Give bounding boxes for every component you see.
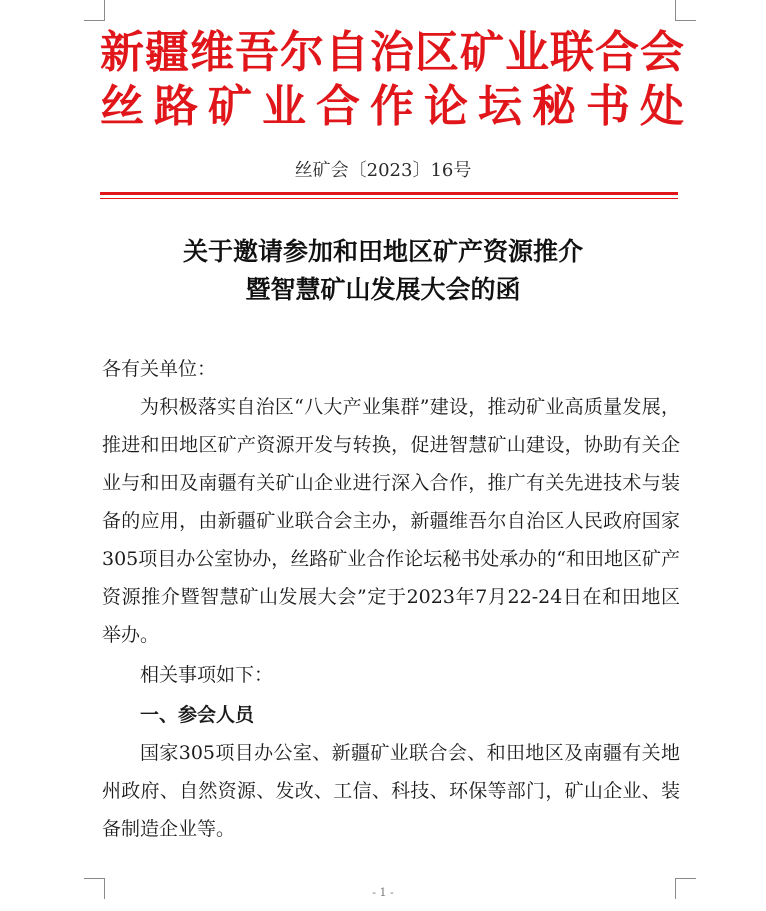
body-paragraph-2: 相关事项如下： [140,664,274,686]
red-rule-thin [100,198,678,199]
issuing-org-line-2: 丝路矿业合作论坛秘书处 [100,81,685,132]
red-rule-thick [100,192,678,195]
section-heading-1: 一、参会人员 [140,704,255,726]
document-title-line-1: 关于邀请参加和田地区矿产资源推介 [182,237,583,266]
salutation: 各有关单位： [102,358,217,380]
body-paragraph-3: 国家305项目办公室、新疆矿业联合会、和田地区及南疆有关地州政府、自然资源、发改、工信、科技、环保等部门，矿山企业、装备制造企业等。 [102,742,680,840]
crop-mark-top-left [84,0,105,21]
document-title-line-2: 暨智慧矿山发展大会的函 [245,275,521,304]
crop-mark-top-right [675,0,696,21]
body-paragraph-1: 为积极落实自治区“八大产业集群”建设，推动矿业高质量发展，推进和田地区矿产资源开发与转换，促进智慧矿山建设，协助有关企业与和田及南疆有关矿山企业进行深入合作，推广有关先进技术与装备的应用，由新疆矿业联合会主办，新疆维吾尔自治区人民政府国家305项目办公室协办，丝路矿业合作论坛秘书处承办的“和田地区矿产资源推介暨智慧矿山发展大会”定于2023年7月22-24日在和田地区举办。 [102,396,680,646]
document-number: 丝矿会〔2023〕16号 [294,160,472,181]
issuing-org-line-1: 新疆维吾尔自治区矿业联合会 [100,27,685,78]
page-number: - 1 - [372,886,394,899]
